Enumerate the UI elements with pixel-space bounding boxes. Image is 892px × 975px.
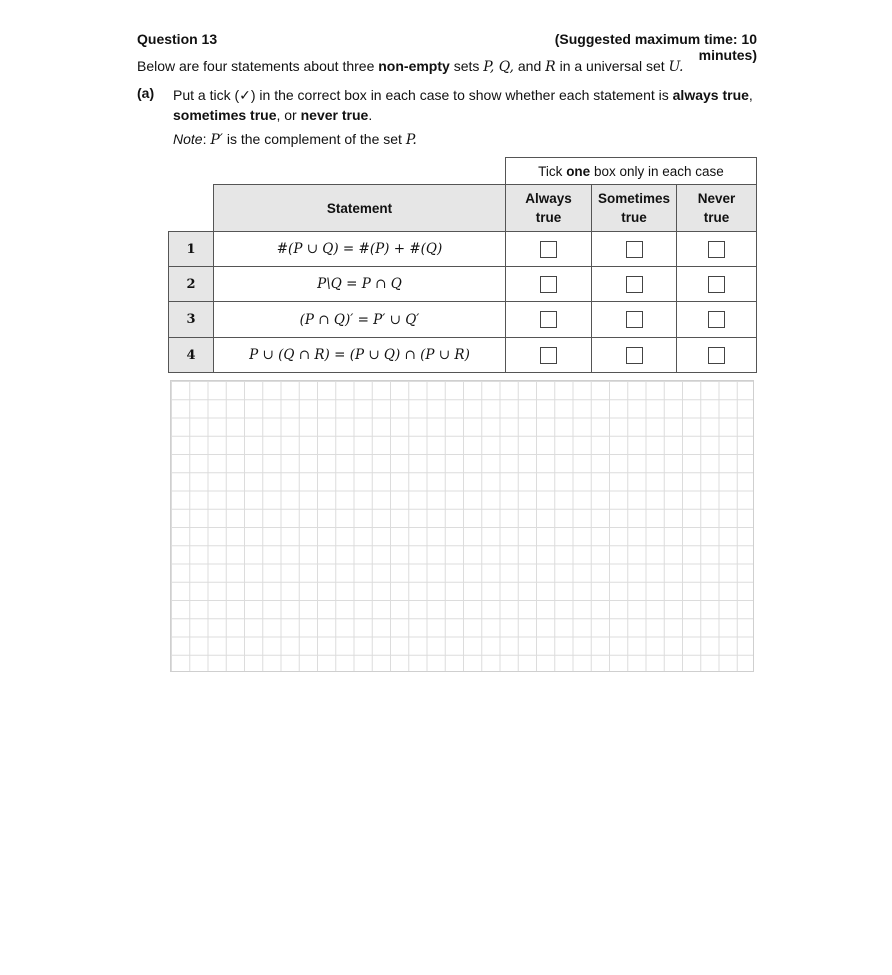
tick-box-never[interactable]	[708, 241, 725, 258]
row-number: 3	[168, 301, 214, 338]
part-a-t2: ,	[748, 87, 753, 103]
tick-box-sometimes[interactable]	[626, 347, 643, 364]
tick-box-never[interactable]	[708, 276, 725, 293]
part-a-t3: , or	[276, 107, 301, 123]
always-header-line2: true	[535, 210, 562, 225]
part-a-instructions	[173, 85, 763, 125]
sometimes-true-header	[591, 184, 677, 232]
tick-header-post: box only in each case	[593, 163, 724, 179]
part-a-sometimes-true: sometimes true	[173, 107, 277, 123]
row-number: 1	[168, 231, 214, 267]
note-text	[173, 131, 417, 148]
statement-cell: (P ∩ Q)′ = P′ ∪ Q′	[213, 301, 506, 338]
always-true-header	[505, 184, 592, 232]
statement-cell: #(P ∪ Q) = #(P) + #(Q)	[213, 231, 506, 267]
never-header-line1: Never	[697, 191, 736, 206]
intro-universal-set: U.	[668, 59, 684, 75]
statement-cell: P ∪ (Q ∩ R) = (P ∪ Q) ∩ (P ∪ R)	[213, 337, 506, 373]
intro-set-r: R	[545, 59, 556, 75]
intro-sets: P, Q,	[483, 59, 514, 75]
part-a-t1: Put a tick (✓) in the correct box in each case to show whether each statement is	[173, 87, 673, 103]
intro-post: in a universal set	[555, 58, 669, 74]
intro-mid: sets	[449, 58, 484, 74]
statement-header	[213, 184, 506, 232]
intro-pre: Below are four statements about three	[137, 58, 379, 74]
tick-box-never[interactable]	[708, 347, 725, 364]
working-grid[interactable]	[170, 380, 754, 672]
tick-box-always[interactable]	[540, 311, 557, 328]
suggested-time: (Suggested maximum time: 10 minutes)	[554, 31, 757, 63]
note-label: Note	[173, 131, 203, 147]
always-cell	[505, 231, 592, 267]
statement-cell: P\Q = P ∩ Q	[213, 266, 506, 302]
note-colon: :	[202, 131, 211, 147]
tick-box-never[interactable]	[708, 311, 725, 328]
never-cell	[676, 231, 757, 267]
never-cell	[676, 301, 757, 338]
intro-and: and	[514, 58, 546, 74]
always-header-line1: Always	[525, 191, 572, 206]
tick-box-sometimes[interactable]	[626, 311, 643, 328]
sometimes-header-line1: Sometimes	[597, 191, 671, 206]
always-cell	[505, 266, 592, 302]
sometimes-cell	[591, 301, 677, 338]
tick-header-bold: one	[566, 163, 591, 179]
tick-box-always[interactable]	[540, 347, 557, 364]
note-body: is the complement of the set	[222, 131, 406, 147]
note-var: P′	[210, 132, 223, 148]
intro-text	[137, 58, 684, 75]
never-cell	[676, 337, 757, 373]
part-a-never-true: never true	[300, 107, 369, 123]
note-var2: P.	[405, 132, 417, 148]
always-cell	[505, 301, 592, 338]
row-number: 2	[168, 266, 214, 302]
tick-header-pre: Tick	[538, 163, 563, 179]
part-a-label: (a)	[137, 85, 155, 101]
question-title: Question 13	[137, 31, 218, 47]
sometimes-cell	[591, 266, 677, 302]
row-number: 4	[168, 337, 214, 373]
tick-box-always[interactable]	[540, 241, 557, 258]
sometimes-cell	[591, 231, 677, 267]
sometimes-cell	[591, 337, 677, 373]
never-cell	[676, 266, 757, 302]
tick-box-sometimes[interactable]	[626, 276, 643, 293]
statement-header-label: Statement	[326, 200, 393, 216]
part-a-t4: .	[368, 107, 373, 123]
intro-bold: non-empty	[378, 58, 450, 74]
never-true-header	[676, 184, 757, 232]
tick-header	[505, 157, 757, 185]
sometimes-header-line2: true	[621, 210, 647, 225]
tick-box-always[interactable]	[540, 276, 557, 293]
never-header-line2: true	[703, 210, 730, 225]
tick-box-sometimes[interactable]	[626, 241, 643, 258]
part-a-always-true: always true	[672, 87, 749, 103]
always-cell	[505, 337, 592, 373]
